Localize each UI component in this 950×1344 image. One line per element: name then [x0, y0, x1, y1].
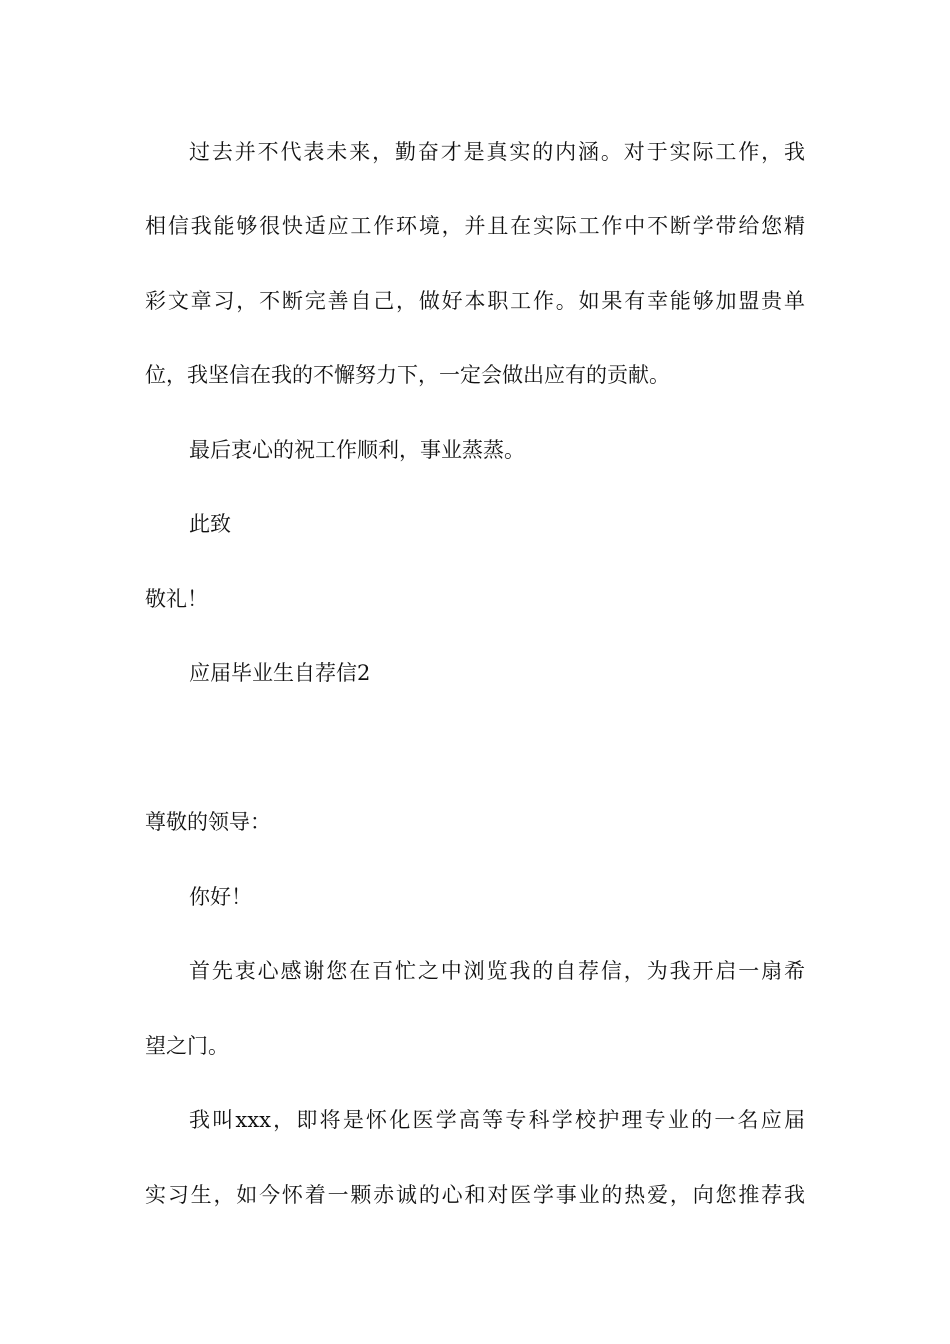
paragraph-line: 首先衷心感谢您在百忙之中浏览我的自荐信，为我开启一扇希 [189, 959, 805, 983]
paragraph-line: 我叫xxx，即将是怀化医学高等专科学校护理专业的一名应届 [189, 1108, 805, 1132]
paragraph-line: 望之门。 [145, 1034, 229, 1058]
paragraph-line: 彩文章习，不断完善自己，做好本职工作。如果有幸能够加盟贵单 [145, 289, 805, 313]
paragraph-line: 过去并不代表未来，勤奋才是真实的内涵。对于实际工作，我 [189, 140, 805, 164]
salutation-close: 此致 [189, 512, 231, 536]
paragraph-line: 位，我坚信在我的不懈努力下，一定会做出应有的贡献。 [145, 363, 670, 387]
letter-hello: 你好！ [189, 885, 252, 909]
letter-greeting: 尊敬的领导： [145, 810, 271, 834]
paragraph-line: 相信我能够很快适应工作环境，并且在实际工作中不断学带给您精 [145, 214, 805, 238]
section-title: 应届毕业生自荐信2 [189, 661, 371, 685]
closing-wish: 最后衷心的祝工作顺利，事业蒸蒸。 [189, 438, 525, 462]
paragraph-line: 实习生，如今怀着一颗赤诚的心和对医学事业的热爱，向您推荐我 [145, 1183, 805, 1207]
salutation-regards: 敬礼！ [145, 587, 208, 611]
